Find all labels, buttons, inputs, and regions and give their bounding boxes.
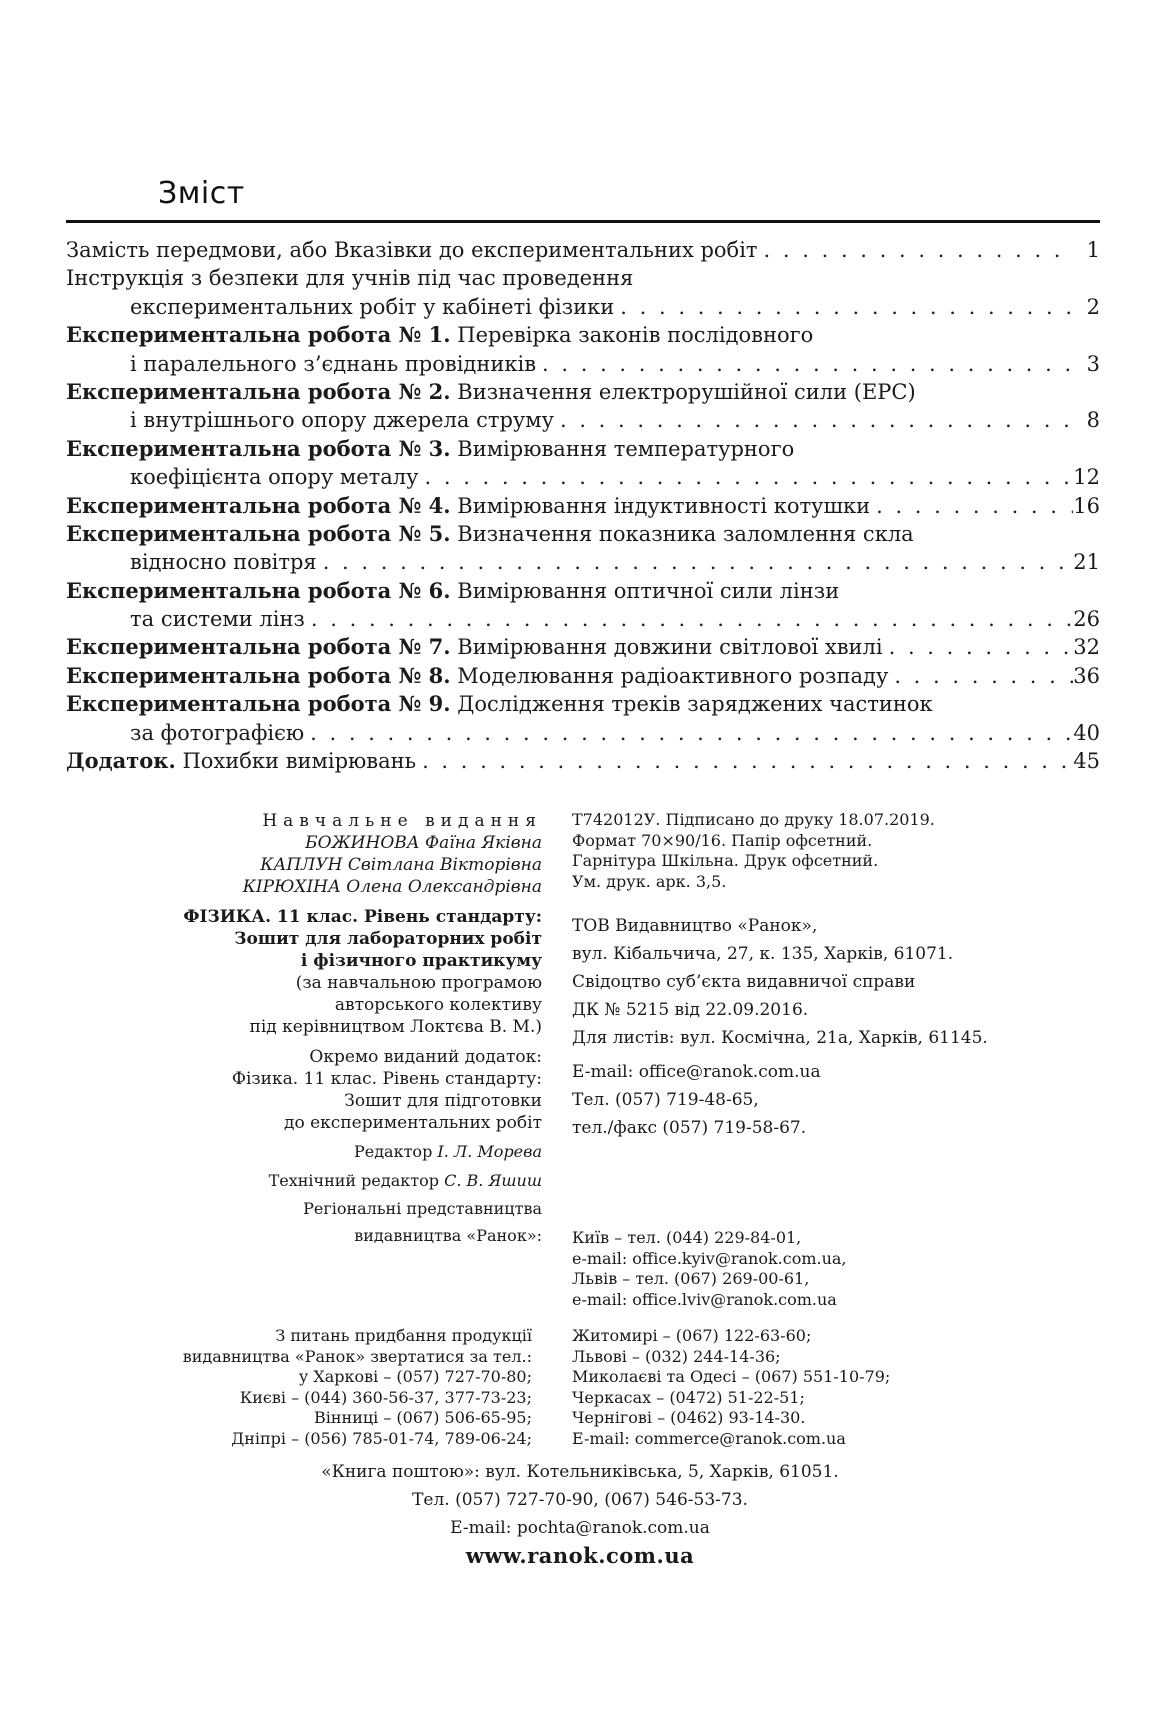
toc-entry-text: Похибки вимірювань <box>182 749 417 774</box>
supplement-note: до експериментальних робіт <box>284 1113 542 1133</box>
website-link[interactable]: www.ranok.com.ua <box>465 1543 695 1568</box>
toc-entry-text: за фотографією <box>130 720 305 745</box>
regional-label: Регіональні представництва <box>303 1199 542 1218</box>
toc-entry[interactable] <box>66 520 1100 548</box>
mail-order-line: Тел. (057) 727-70-90, (067) 546-53-73. <box>412 1490 748 1510</box>
tech-editor-line <box>130 1171 542 1192</box>
toc-page-number: 32 <box>1073 635 1100 660</box>
toc-entry-label: Експериментальна робота № 3. <box>66 435 451 461</box>
toc-page-number: 45 <box>1073 749 1100 774</box>
contact-line: тел./факс (057) 719-58-67. <box>572 1118 807 1138</box>
purchase-line: у Харкові – (057) 727-70-80; <box>298 1367 532 1386</box>
toc-entry[interactable] <box>66 747 1100 775</box>
toc-page-number: 1 <box>1086 238 1100 262</box>
toc-leader <box>305 605 1073 633</box>
editor-line <box>130 1142 542 1163</box>
toc-entry-label: Експериментальна робота № 4. <box>66 492 451 518</box>
toc-page-number: 36 <box>1073 663 1100 688</box>
toc-entry-continuation[interactable] <box>66 350 1100 378</box>
toc-entry[interactable] <box>66 492 1100 520</box>
purchase-block <box>130 1326 532 1449</box>
toc-entry-text: Вимірювання довжини світлової хвилі <box>457 635 883 660</box>
toc-entry-text: Визначення показника заломлення скла <box>457 521 914 546</box>
toc-entry-text: експериментальних робіт у кабінеті фізики <box>130 294 615 319</box>
toc-leader <box>883 633 1074 661</box>
editor-label: Редактор <box>353 1142 433 1161</box>
city-line: Житомирі – (067) 122-63-60; <box>572 1326 812 1345</box>
toc-leader <box>304 719 1073 747</box>
city-line: Чернігові – (0462) 93-14-30. <box>572 1408 806 1427</box>
toc-page-number: 12 <box>1073 465 1100 490</box>
page-title: Зміст <box>158 176 245 211</box>
toc-entry[interactable] <box>66 662 1100 690</box>
supplement-note: Окремо виданий додаток: <box>309 1047 542 1067</box>
toc-entry[interactable] <box>66 321 1100 349</box>
toc-leader <box>870 492 1073 520</box>
purchase-line: Дніпрі – (056) 785-01-74, 789-06-24; <box>231 1428 532 1448</box>
program-note: (за навчальною програмою <box>295 973 542 993</box>
city-line: Черкасах – (0472) 51-22-51; <box>572 1387 805 1407</box>
publisher-info <box>572 912 1092 1142</box>
mail-order-line: «Книга поштою»: вул. Котельниківська, 5, Харків, 61051. <box>321 1462 839 1482</box>
purchase-line: З питань придбання продукції <box>275 1326 532 1345</box>
author-name: КАПЛУН Світлана Вікторівна <box>260 855 542 875</box>
purchase-line: Вінниці – (067) 506-65-95; <box>313 1408 532 1427</box>
toc-entry-text: Вимірювання температурного <box>457 436 795 461</box>
toc-entry-text: Замість передмови, або Вказівки до експериментальних робіт <box>66 238 758 262</box>
author-name: БОЖИНОВА Фаїна Яківна <box>305 833 542 853</box>
toc-entry[interactable] <box>66 378 1100 406</box>
toc-entry-label: Експериментальна робота № 5. <box>66 520 451 546</box>
toc-page-number: 8 <box>1086 408 1100 433</box>
toc-page-number: 16 <box>1073 493 1100 518</box>
toc-entry-continuation[interactable] <box>66 605 1100 633</box>
toc-leader <box>536 350 1074 378</box>
toc-leader <box>758 236 1074 264</box>
publisher-line: ТОВ Видавництво «Ранок», <box>572 916 818 936</box>
toc-leader <box>554 406 1074 434</box>
toc-entry-label: Експериментальна робота № 7. <box>66 634 451 660</box>
regional-offices <box>572 1228 1092 1310</box>
toc-entry-text: відносно повітря <box>130 550 317 575</box>
title-divider <box>66 220 1100 223</box>
city-line[interactable]: E-mail: commerce@ranok.com.ua <box>572 1428 846 1448</box>
toc-entry-text: Перевірка законів послідовного <box>457 323 814 348</box>
toc-entry-label: Експериментальна робота № 1. <box>66 322 451 348</box>
print-line: Ум. друк. арк. 3,5. <box>572 871 727 891</box>
toc-entry[interactable] <box>66 435 1100 463</box>
toc-entry[interactable] <box>66 236 1100 264</box>
table-of-contents <box>66 236 1100 775</box>
toc-page-number: 21 <box>1073 550 1100 575</box>
toc-leader <box>614 293 1074 321</box>
toc-entry[interactable] <box>66 577 1100 605</box>
mail-order-block <box>130 1458 1030 1570</box>
print-line: Гарнітура Шкільна. Друк офсетний. <box>572 851 879 870</box>
toc-entry-label: Експериментальна робота № 9. <box>66 691 451 717</box>
contact-line: Тел. (057) 719-48-65, <box>572 1090 759 1110</box>
book-title: і фізичного практикуму <box>300 951 542 971</box>
author-name: КІРЮХІНА Олена Олександрівна <box>242 877 542 897</box>
toc-page-number: 2 <box>1086 294 1100 319</box>
toc-entry-text: Вимірювання оптичної сили лінзи <box>457 578 840 603</box>
purchase-line: видавництва «Ранок» звертатися за тел.: <box>182 1346 532 1366</box>
toc-entry-text: коефіцієнта опору металу <box>130 465 419 490</box>
city-line: Львові – (032) 244-14-36; <box>572 1346 781 1366</box>
imprint-block <box>130 810 542 1246</box>
toc-entry-text: Вимірювання індуктивності котушки <box>457 493 871 518</box>
toc-entry[interactable] <box>66 633 1100 661</box>
toc-entry-text: Визначення електрорушійної сили (ЕРС) <box>457 379 916 404</box>
supplement-note: Фізика. 11 клас. Рівень стандарту: <box>231 1069 542 1089</box>
toc-page-number: 26 <box>1073 607 1100 632</box>
toc-leader <box>317 548 1074 576</box>
publisher-line: Для листів: вул. Космічна, 21а, Харків, 61145. <box>572 1028 988 1048</box>
toc-entry-continuation[interactable] <box>66 719 1100 747</box>
supplement-note: Зошит для підготовки <box>344 1091 542 1111</box>
toc-entry-label: Експериментальна робота № 2. <box>66 378 451 404</box>
regional-label: видавництва «Ранок»: <box>354 1225 542 1245</box>
toc-entry[interactable] <box>66 690 1100 718</box>
toc-entry-continuation[interactable] <box>66 293 1100 321</box>
toc-entry-label: Додаток. <box>66 748 176 774</box>
toc-entry-text: Інструкція з безпеки для учнів під час проведення <box>66 266 634 291</box>
toc-entry-label: Експериментальна робота № 8. <box>66 662 451 688</box>
toc-page-number: 40 <box>1073 720 1100 745</box>
tech-editor-name: С. В. Яшиш <box>444 1170 542 1190</box>
contact-line[interactable]: E-mail: office@ranok.com.ua <box>572 1062 821 1082</box>
publisher-line: вул. Кібальчича, 27, к. 135, Харків, 61071. <box>572 944 954 964</box>
toc-entry[interactable] <box>66 264 1100 292</box>
mail-order-line[interactable]: E-mail: pochta@ranok.com.ua <box>450 1518 710 1538</box>
city-contacts <box>572 1326 1092 1449</box>
regional-line[interactable]: e-mail: office.kyiv@ranok.com.ua, <box>572 1248 847 1268</box>
toc-leader <box>888 662 1073 690</box>
toc-entry-text: Моделювання радіоактивного розпаду <box>457 663 889 688</box>
toc-leader <box>416 747 1073 775</box>
regional-line[interactable]: e-mail: office.lviv@ranok.com.ua <box>572 1289 837 1309</box>
book-title: ФІЗИКА. 11 клас. Рівень стандарту: <box>183 907 542 927</box>
toc-entry-text: та системи лінз <box>130 607 305 632</box>
print-line: Формат 70×90/16. Папір офсетний. <box>572 830 873 850</box>
toc-entry-text: і паралельного з’єднань провідників <box>130 351 537 376</box>
print-line: Т742012У. Підписано до друку 18.07.2019. <box>572 810 935 829</box>
edition-type: Навчальне видання <box>262 811 542 831</box>
toc-entry-continuation[interactable] <box>66 548 1100 576</box>
print-info <box>572 810 1092 892</box>
toc-entry-label: Експериментальна робота № 6. <box>66 577 451 603</box>
publisher-line: ДК № 5215 від 22.09.2016. <box>572 1000 809 1020</box>
regional-line: Київ – тел. (044) 229-84-01, <box>572 1228 802 1247</box>
toc-entry-text: і внутрішнього опору джерела струму <box>130 408 554 433</box>
regional-line: Львів – тел. (067) 269-00-61, <box>572 1269 810 1288</box>
publisher-line: Свідоцтво суб’єкта видавничої справи <box>572 972 916 992</box>
program-note: авторського колективу <box>334 995 542 1015</box>
toc-entry-continuation[interactable] <box>66 463 1100 491</box>
purchase-line: Києві – (044) 360-56-37, 377-73-23; <box>239 1387 532 1407</box>
toc-entry-text: Дослідження треків заряджених частинок <box>457 692 933 717</box>
editor-name: І. Л. Морева <box>437 1142 542 1161</box>
book-title: Зошит для лабораторних робіт <box>234 929 542 949</box>
toc-entry-continuation[interactable] <box>66 406 1100 434</box>
tech-editor-label: Технічний редактор <box>268 1170 440 1190</box>
toc-page-number: 3 <box>1086 351 1100 376</box>
city-line: Миколаєві та Одесі – (067) 551-10-79; <box>572 1367 891 1386</box>
toc-leader <box>419 463 1074 491</box>
program-note: під керівництвом Локтєва В. М.) <box>249 1017 542 1037</box>
